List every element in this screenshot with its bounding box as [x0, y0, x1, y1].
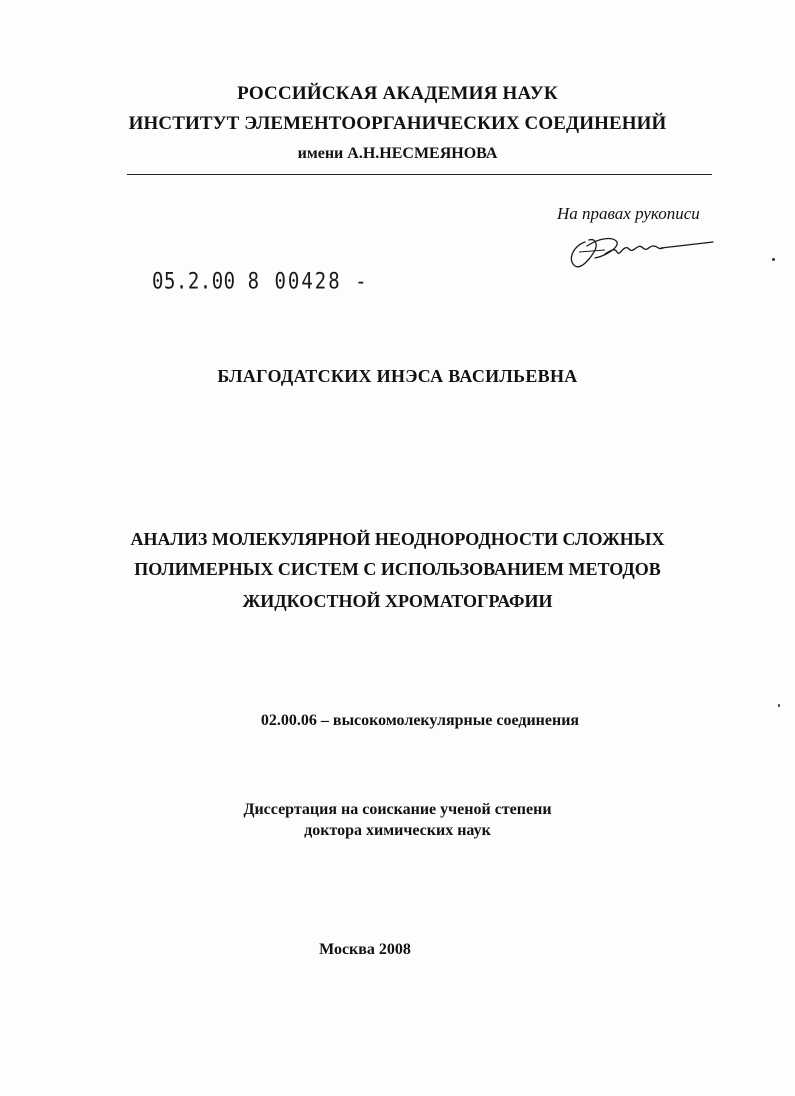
manuscript-note: На правах рукописи	[557, 204, 700, 223]
institute-named-after: имени А.Н.НЕСМЕЯНОВА	[297, 145, 498, 162]
stamp-code: 05.2.00	[152, 269, 236, 295]
degree-line-2: доктора химических наук	[304, 822, 491, 839]
scan-speck	[778, 704, 780, 707]
handwritten-signature	[565, 228, 715, 272]
author-name: БЛАГОДАТСКИХ ИНЭСА ВАСИЛЬЕВНА	[217, 366, 578, 386]
specialty-line: 02.00.06 – высокомолекулярные соединения	[260, 712, 580, 729]
degree-line-1: Диссертация на соискание ученой степени	[243, 801, 552, 818]
institute-name: ИНСТИТУТ ЭЛЕМЕНТООРГАНИЧЕСКИХ СОЕДИНЕНИЙ	[128, 113, 667, 134]
title-line-2: ПОЛИМЕРНЫХ СИСТЕМ С ИСПОЛЬЗОВАНИЕМ МЕТОДОВ	[134, 559, 661, 579]
title-line-1: АНАЛИЗ МОЛЕКУЛЯРНОЙ НЕОДНОРОДНОСТИ СЛОЖНЫХ	[130, 529, 665, 549]
archive-stamp	[152, 269, 369, 294]
city-year: Москва 2008	[319, 941, 411, 958]
title-line-3: ЖИДКОСТНОЙ ХРОМАТОГРАФИИ	[242, 591, 553, 611]
header-divider	[127, 174, 712, 175]
academy-name: РОССИЙСКАЯ АКАДЕМИЯ НАУК	[237, 83, 558, 104]
scan-speck	[772, 258, 775, 261]
stamp-number: 8 00428 -	[247, 269, 369, 295]
